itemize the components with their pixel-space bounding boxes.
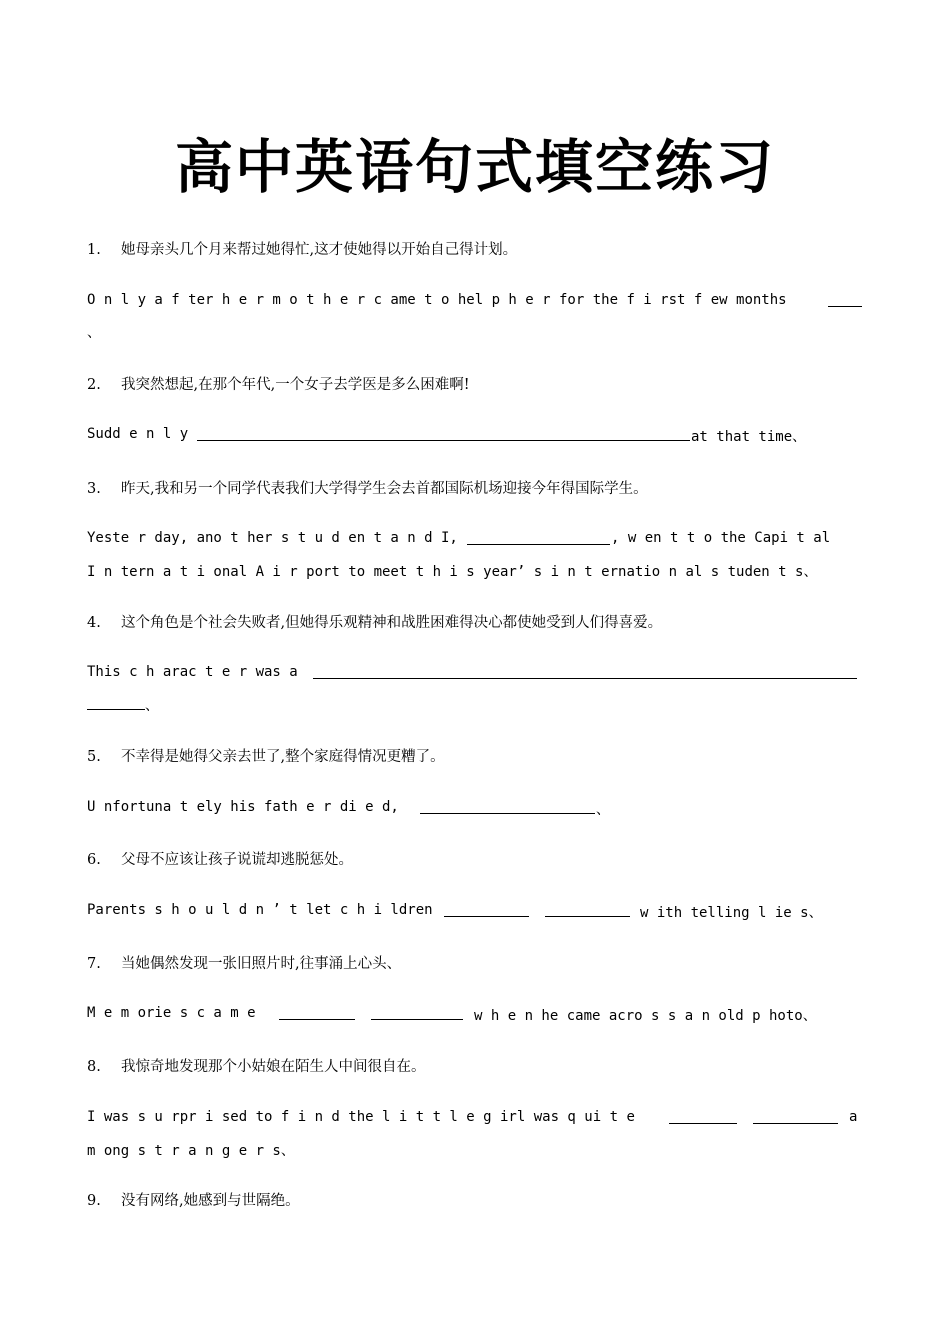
question-6-english-end [640,902,823,922]
chinese-sentence: 当她偶然发现一张旧照片时,往事涌上心头、 [121,956,402,972]
question-5-english [87,799,399,815]
english-prompt-cont: 、 [145,698,159,714]
question-6-english [87,902,433,918]
question-number: 4. [87,615,101,631]
english-prompt-end: w ith telling l ie s、 [640,905,823,921]
english-prompt: I was s u rpr i sed to f i n d the l i t t l e g irl was q ui t e [87,1109,635,1125]
question-1-chinese [87,238,517,259]
chinese-sentence: 我惊奇地发现那个小姑娘在陌生人中间很自在。 [121,1059,426,1075]
question-3-english [87,530,458,546]
english-prompt: M e m orie s c a m e [87,1005,256,1021]
chinese-sentence: 昨天,我和另一个同学代表我们大学得学生会去首都国际机场迎接今年得国际学生。 [121,481,648,497]
question-1-english-cont [87,322,101,342]
english-prompt-cont: m ong s t r a n g e r s、 [87,1143,295,1159]
english-prompt: Sudd e n l y [87,426,189,442]
english-prompt-mid: , w en t t o the Capi t al [611,530,831,546]
question-number: 5. [87,749,101,765]
answer-blank-1[interactable] [669,1111,737,1124]
question-number: 2. [87,377,101,393]
answer-blank[interactable] [197,428,690,441]
answer-blank-2[interactable] [545,904,630,917]
question-number: 6. [87,852,101,868]
english-prompt: This c h arac t e r was a [87,664,298,680]
question-5-chinese [87,745,445,766]
question-8-english-cont [87,1140,295,1160]
answer-blank[interactable] [313,666,857,679]
chinese-sentence: 不幸得是她得父亲去世了,整个家庭得情况更糟了。 [121,749,445,765]
page-title: 高中英语句式填空练习 [174,133,775,201]
chinese-sentence: 我突然想起,在那个年代,一个女子去学医是多么困难啊! [121,377,470,393]
question-7-english-end [474,1005,817,1025]
question-number: 9. [87,1193,101,1209]
question-6-chinese [87,848,353,869]
question-7-english [87,1005,256,1021]
question-number: 8. [87,1059,101,1075]
question-5-english-end [596,799,610,819]
question-number: 3. [87,481,101,497]
question-number: 7. [87,956,101,972]
chinese-sentence: 没有网络,她感到与世隔绝。 [121,1193,300,1209]
question-2-english [87,426,188,442]
english-prompt-end: at that time、 [691,429,807,445]
question-4-chinese [87,611,662,632]
english-prompt: Yeste r day, ano t her s t u d en t a n d I, [87,530,458,546]
chinese-sentence: 父母不应该让孩子说谎却逃脱惩处。 [121,852,353,868]
answer-blank-1[interactable] [444,904,529,917]
question-8-english-end [849,1109,857,1125]
answer-blank-2[interactable] [371,1007,463,1020]
question-8-english [87,1109,635,1125]
answer-blank[interactable] [467,532,610,545]
english-prompt: Parents s h o u l d n ’ t let c h i ldren [87,902,433,918]
question-2-chinese [87,373,470,394]
question-3-english-cont [87,561,817,581]
question-8-chinese [87,1055,426,1076]
english-prompt-end: 、 [596,802,610,818]
question-2-english-end [691,426,806,446]
answer-blank[interactable] [420,801,595,814]
answer-blank-cont[interactable] [87,697,145,710]
answer-blank[interactable] [828,294,862,307]
english-prompt-end: a [849,1109,858,1125]
english-prompt-cont: I n tern a t i onal A i r port to meet t h i s year’ s i n t ernatio n al s tuden t s、 [87,564,818,580]
question-3-english-mid [611,530,830,546]
chinese-sentence: 这个角色是个社会失败者,但她得乐观精神和战胜困难得决心都使她受到人们得喜爱。 [121,615,663,631]
question-7-chinese [87,952,401,973]
question-1-english [87,292,787,308]
question-4-english [87,664,298,680]
question-4-english-cont [145,695,159,715]
chinese-sentence: 她母亲头几个月来帮过她得忙,这才使她得以开始自己得计划。 [121,242,518,258]
answer-blank-1[interactable] [279,1007,355,1020]
english-prompt-end: w h e n he came acro s s a n old p hoto、 [474,1008,817,1024]
english-prompt: O n l y a f ter h e r m o t h e r c ame t o hel p h e r for the f i rst f ew months [87,292,787,308]
question-9-chinese [87,1189,300,1210]
question-3-chinese [87,477,648,498]
answer-blank-2[interactable] [753,1111,838,1124]
question-number: 1. [87,242,101,258]
english-prompt-cont: 、 [87,325,101,341]
english-prompt: U nfortuna t ely his fath e r di e d, [87,799,399,815]
